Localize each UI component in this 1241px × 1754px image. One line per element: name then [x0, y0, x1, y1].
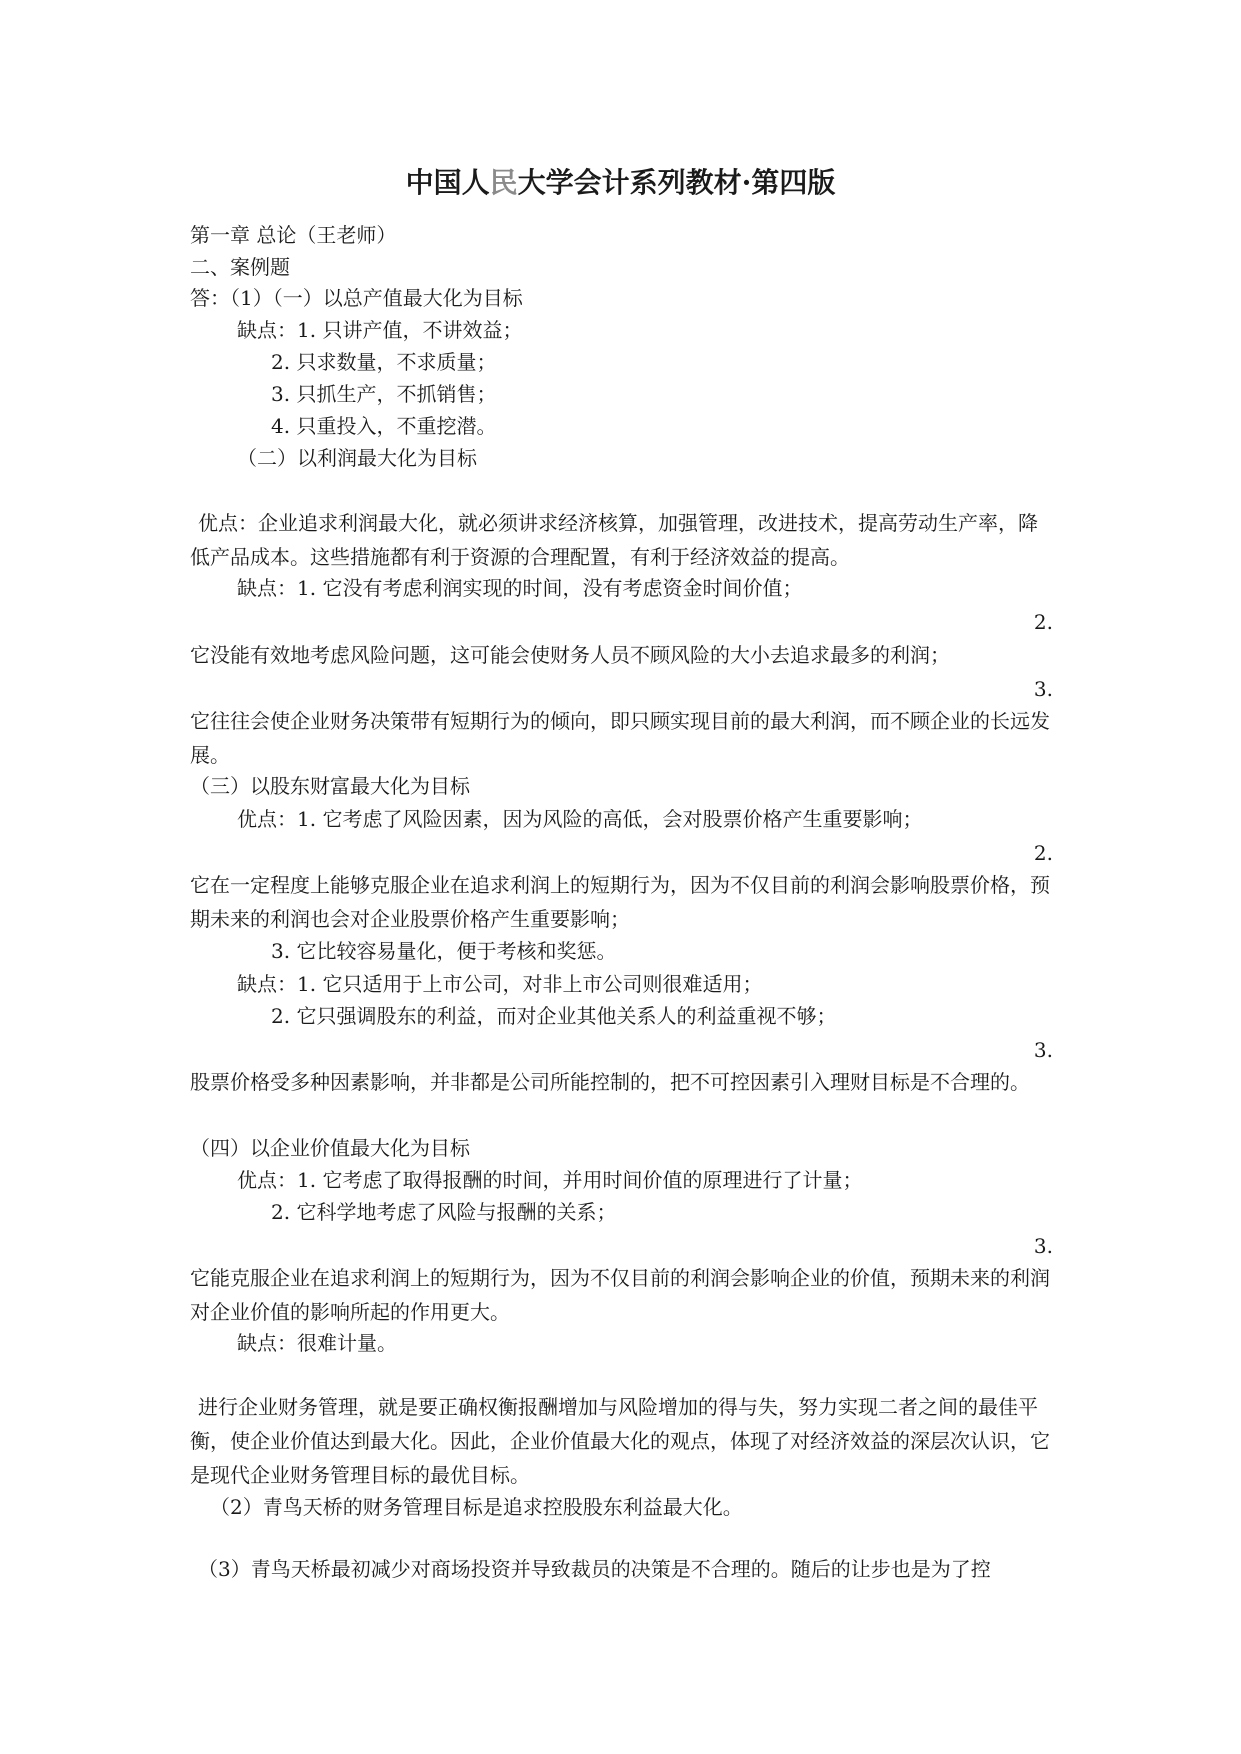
subsection-heading: （三）以股东财富最大化为目标: [190, 774, 470, 798]
subsection-heading: （四）以企业价值最大化为目标: [190, 1136, 470, 1160]
list-number: 3.: [1033, 677, 1053, 701]
text-line: 优点：1. 它考虑了风险因素，因为风险的高低，会对股票价格产生重要影响；: [237, 807, 923, 831]
answer-line: 答：（1）（一）以总产值最大化为目标: [190, 286, 523, 310]
text-line: 4. 只重投入，不重挖潜。: [271, 414, 497, 438]
subsection-heading: （二）以利润最大化为目标: [237, 446, 477, 470]
paragraph: 进行企业财务管理，就是要正确权衡报酬增加与风险增加的得与失，努力实现二者之间的最佳平衡，使企业价值达到最大化。因此，企业价值最大化的观点，体现了对经济效益的深层次认识，它是现代企业财务管理目标的最优目标。: [190, 1395, 1050, 1487]
paragraph: 它往往会使企业财务决策带有短期行为的倾向，即只顾实现目前的最大利润，而不顾企业的长远发展。: [190, 709, 1050, 767]
title-part-2: 大学会计系列教材·第四版: [517, 166, 836, 199]
list-number: 3.: [1033, 1234, 1053, 1258]
text-line: 缺点：1. 它只适用于上市公司，对非上市公司则很难适用；: [237, 972, 763, 996]
title-part-1: 中国人: [405, 166, 490, 199]
section-heading: 二、案例题: [190, 255, 290, 279]
list-number: 2.: [1033, 841, 1053, 865]
title-accent-char: 民: [489, 166, 518, 199]
text-line: 3. 只抓生产，不抓销售；: [271, 382, 497, 406]
text-line: 缺点：1. 它没有考虑利润实现的时间，没有考虑资金时间价值；: [237, 576, 803, 600]
text-line: 缺点：1. 只讲产值，不讲效益；: [237, 318, 523, 342]
paragraph: 它在一定程度上能够克服企业在追求利润上的短期行为，因为不仅目前的利润会影响股票价格，预期未来的利润也会对企业股票价格产生重要影响；: [190, 873, 1050, 931]
text-line: 2. 它只强调股东的利益，而对企业其他关系人的利益重视不够；: [271, 1004, 837, 1028]
text-line: 2. 它科学地考虑了风险与报酬的关系；: [271, 1200, 617, 1224]
text-line: （2）青鸟天桥的财务管理目标是追求控股股东利益最大化。: [210, 1495, 743, 1519]
list-number: 3.: [1033, 1038, 1053, 1062]
text-line: 3. 它比较容易量化，便于考核和奖惩。: [271, 939, 617, 963]
text-line: 2. 只求数量，不求质量；: [271, 350, 497, 374]
text-line: 优点：1. 它考虑了取得报酬的时间，并用时间价值的原理进行了计量；: [237, 1168, 863, 1192]
text-line: （3）青鸟天桥最初减少对商场投资并导致裁员的决策是不合理的。随后的让步也是为了控: [198, 1557, 991, 1581]
list-number: 2.: [1033, 610, 1053, 634]
paragraph: 股票价格受多种因素影响，并非都是公司所能控制的，把不可控因素引入理财目标是不合理的。: [190, 1070, 1030, 1094]
paragraph: 它能克服企业在追求利润上的短期行为，因为不仅目前的利润会影响企业的价值，预期未来的利润对企业价值的影响所起的作用更大。: [190, 1266, 1050, 1324]
document-title: [0, 163, 1241, 203]
text-line: 它没能有效地考虑风险问题，这可能会使财务人员不顾风险的大小去追求最多的利润；: [190, 643, 950, 667]
text-line: 缺点：很难计量。: [237, 1331, 397, 1355]
paragraph: 优点：企业追求利润最大化，就必须讲求经济核算，加强管理，改进技术，提高劳动生产率，降低产品成本。这些措施都有利于资源的合理配置，有利于经济效益的提高。: [190, 511, 1038, 569]
chapter-heading: 第一章 总论（王老师）: [190, 223, 397, 247]
